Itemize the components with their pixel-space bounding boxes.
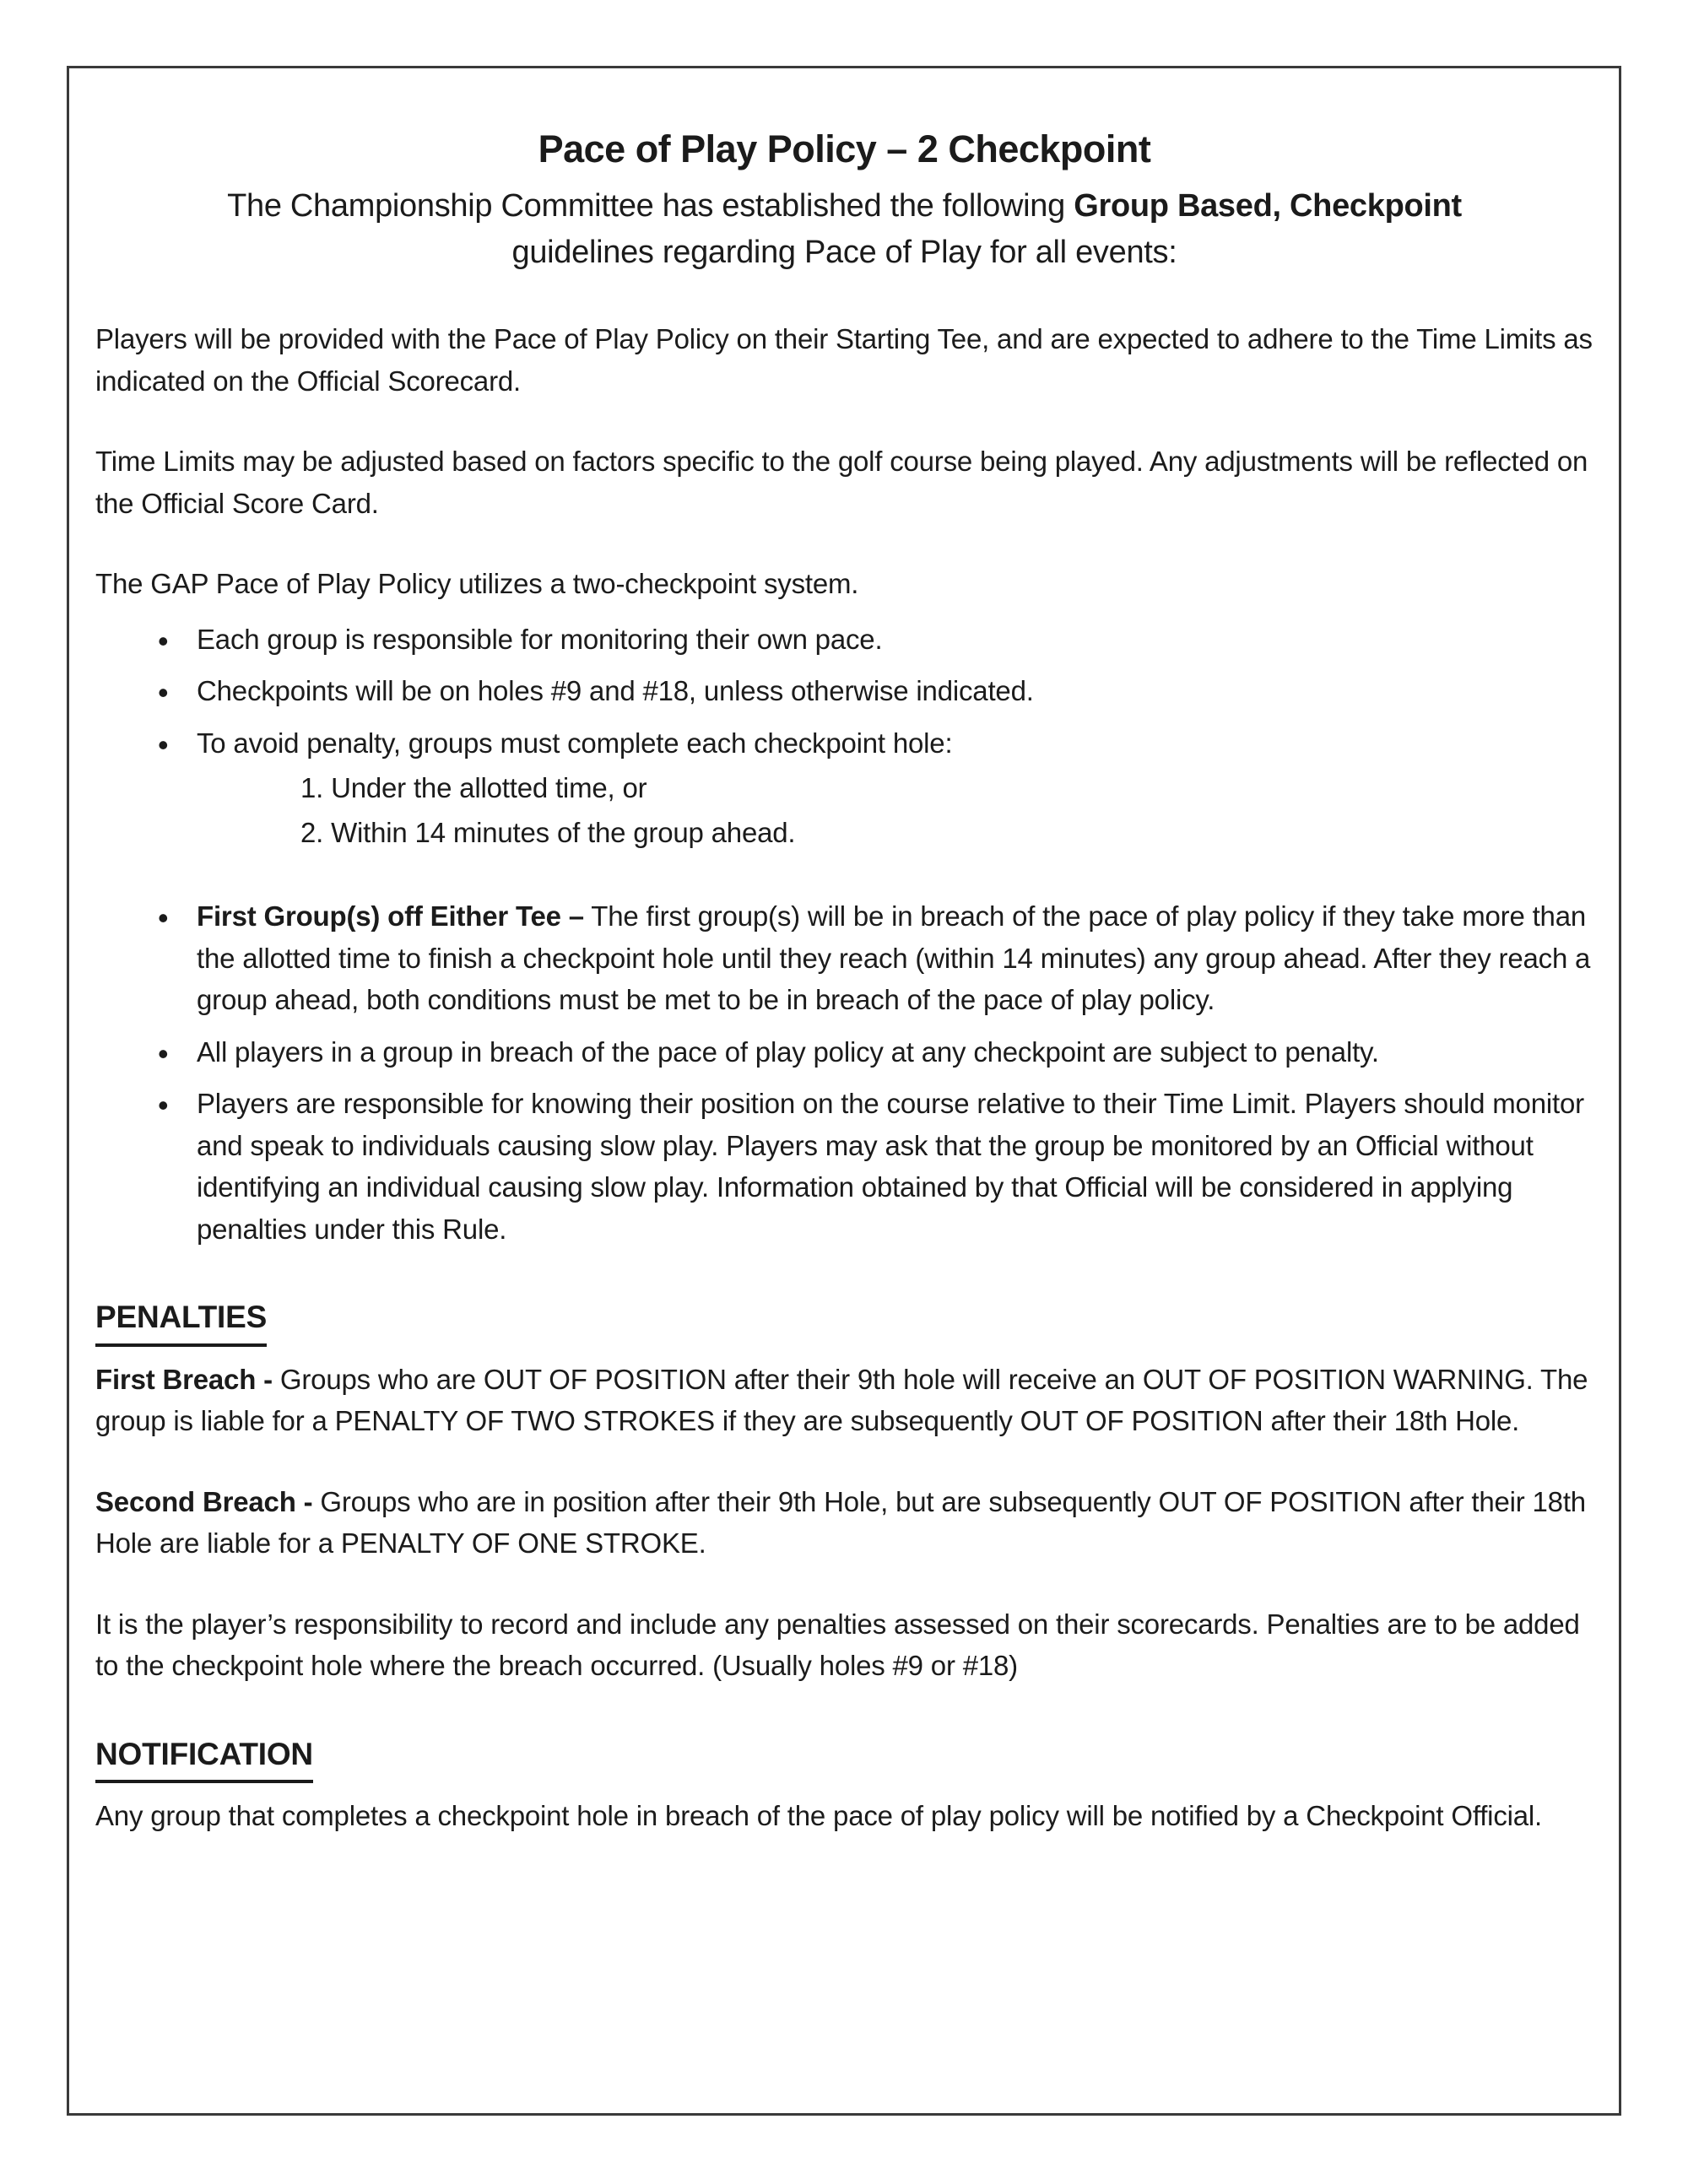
bullet-list <box>95 619 1593 1251</box>
bullet-icon: • <box>158 727 169 762</box>
bullet-item-first-groups <box>95 895 1593 1021</box>
bullet-icon: • <box>158 623 169 658</box>
first-breach-label: First Breach - <box>95 1363 273 1395</box>
bullet-icon: • <box>158 900 169 936</box>
bullet-text: Players are responsible for knowing their position on the course relative to their Time Limit. Players should monitor and speak to individuals causing slow play. Players may ask that the group be monitored by an Official without identifying an individual causing slow play. Information obtained by that Official will be considered in applying penalties under this Rule. <box>197 1088 1584 1245</box>
numbered-item-text: Within 14 minutes of the group ahead. <box>331 816 796 848</box>
notification-heading <box>95 1731 1593 1784</box>
second-breach-label: Second Breach - <box>95 1485 313 1517</box>
numbered-item-1 <box>300 767 1593 809</box>
bullet-text: Each group is responsible for monitoring their own pace. <box>197 623 883 655</box>
bullet-item-all-players <box>95 1031 1593 1073</box>
paragraph-time-limits: Time Limits may be adjusted based on factors specific to the golf course being played. Any adjustments will be reflected on the Official Score Card. <box>95 446 1588 519</box>
paragraph-scorecard-responsibility: It is the player’s responsibility to record and include any penalties assessed on their scorecards. Penalties are to be added to the checkpoint hole where the breach occurred. (Usually holes #9 or #18) <box>95 1608 1580 1682</box>
document-title: Pace of Play Policy – 2 Checkpoint <box>538 127 1151 170</box>
numbered-item-2 <box>300 812 1593 854</box>
notification-heading-text: NOTIFICATION <box>95 1731 313 1784</box>
numbered-item-marker: 1. <box>300 772 324 804</box>
second-breach-text: Groups who are in position after their 9th Hole, but are subsequently OUT OF POSITION after their 18th Hole are liable for a PENALTY OF ONE STROKE. <box>95 1485 1586 1560</box>
bullet-text: To avoid penalty, groups must complete each checkpoint hole: <box>197 727 953 759</box>
paragraph-first-breach <box>95 1359 1593 1442</box>
page-frame <box>67 66 1621 2116</box>
document-subtitle <box>95 183 1593 276</box>
numbered-sublist <box>300 767 1593 853</box>
bullet-text: All players in a group in breach of the pace of play policy at any checkpoint are subject to penalty. <box>197 1035 1379 1068</box>
paragraph-system-intro: The GAP Pace of Play Policy utilizes a two-checkpoint system. <box>95 568 859 600</box>
bullet-item-checkpoints <box>95 670 1593 712</box>
bullet-item-own-pace <box>95 619 1593 661</box>
subtitle-text-pre: The Championship Committee has established the following <box>227 188 1074 224</box>
numbered-item-text: Under the allotted time, or <box>331 772 647 804</box>
bullet-text: Checkpoints will be on holes #9 and #18, unless otherwise indicated. <box>197 675 1034 707</box>
numbered-item-marker: 2. <box>300 816 324 848</box>
bullet-text: The first group(s) will be in breach of the pace of play policy if they take more than the allotted time to finish a checkpoint hole until they reach (within 14 minutes) any group ahead. After they reach a group ahead, both conditions must be met to be in breach of the pace of play policy. <box>197 900 1591 1016</box>
subtitle-text-post: guidelines regarding Pace of Play for all events: <box>511 235 1177 271</box>
bullet-item-player-responsibility <box>95 1083 1593 1250</box>
penalties-heading-text: PENALTIES <box>95 1294 267 1347</box>
bullet-icon: • <box>158 1035 169 1071</box>
bullet-text-bold: First Group(s) off Either Tee – <box>197 900 584 933</box>
penalties-heading <box>95 1294 1593 1347</box>
bullet-icon: • <box>158 675 169 711</box>
bullet-item-complete-hole <box>95 722 1593 854</box>
paragraph-starting-tee: Players will be provided with the Pace of Play Policy on their Starting Tee, and are expected to adhere to the Time Limits as indicated on the Official Scorecard. <box>95 323 1593 397</box>
subtitle-text-bold: Group Based, Checkpoint <box>1074 188 1462 224</box>
bullet-icon: • <box>158 1088 169 1123</box>
paragraph-notification: Any group that completes a checkpoint hole in breach of the pace of play policy will be notified by a Checkpoint Official. <box>95 1800 1542 1832</box>
paragraph-second-breach <box>95 1481 1593 1565</box>
first-breach-text: Groups who are OUT OF POSITION after their 9th hole will receive an OUT OF POSITION WARNING. The group is liable for a PENALTY OF TWO STROKES if they are subsequently OUT OF POSITION after their 18th Hole. <box>95 1363 1588 1437</box>
